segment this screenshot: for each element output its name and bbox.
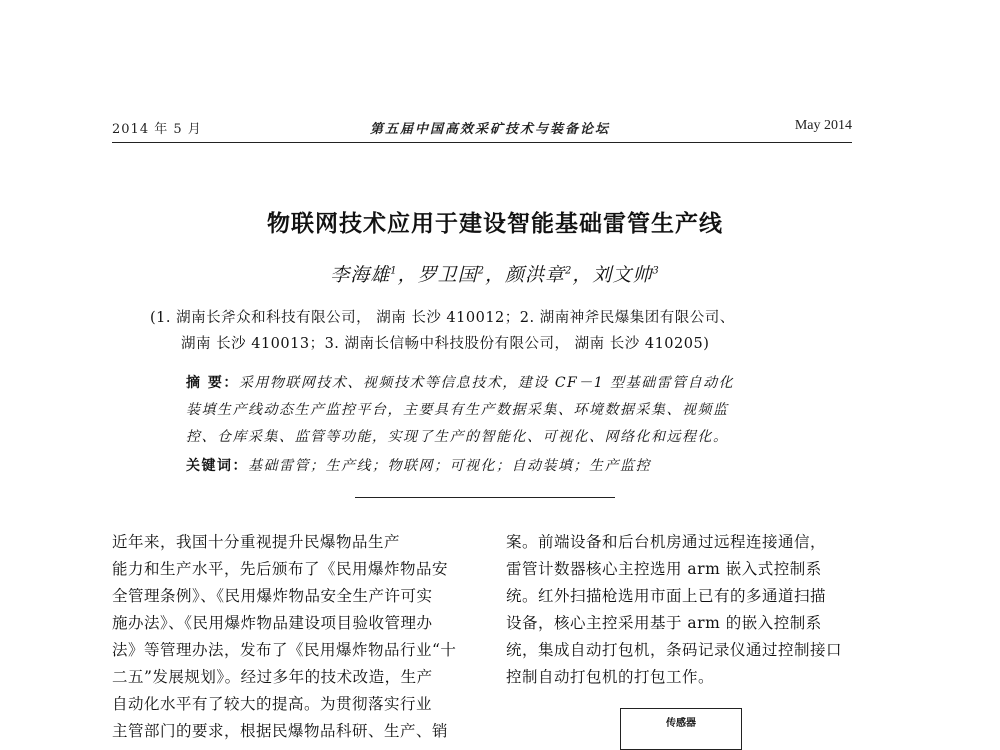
header-rule (112, 142, 852, 143)
body-left-line: 法》等管理办法，发布了《民用爆炸物品行业“十 (112, 641, 457, 659)
section-divider (355, 497, 615, 498)
body-left-line: 主管部门的要求，根据民爆物品科研、生产、销 (112, 722, 449, 740)
affiliation-line: 湖南 长沙 410013；3. 湖南长信畅中科技股份有限公司， 湖南 长沙 410205) (181, 336, 710, 352)
author-affiliation-mark: 2 (565, 265, 573, 277)
abstract-line (186, 372, 734, 392)
author-list: 李海雄$^1$，罗卫国$^2$，颜洪章$^2$，刘文帅$^3$ (330, 264, 660, 286)
affiliation-line: (1. 湖南长斧众和科技有限公司， 湖南 长沙 410012；2. 湖南神斧民爆集团有限公司、 (150, 310, 735, 326)
body-right-line: 控制自动打包机的打包工作。 (506, 668, 715, 686)
abstract-label: 摘 要： (186, 375, 239, 391)
body-left-line: 近年来，我国十分重视提升民爆物品生产 (112, 533, 401, 551)
author-name: 颜洪章 (505, 264, 566, 286)
body-left-line: 能力和生产水平，先后颁布了《民用爆炸物品安 (112, 560, 449, 578)
body-right-line: 统。红外扫描枪选用市面上已有的多通道扫描 (506, 587, 827, 605)
abstract-line: 装填生产线动态生产监控平台，主要具有生产数据采集、环境数据采集、视频监 (186, 402, 729, 418)
body-left-line: 全管理条例》、《民用爆炸物品安全生产许可实 (112, 587, 433, 605)
keywords-line (186, 455, 651, 475)
author-name: 刘文帅 (592, 264, 653, 286)
keywords-text: 基础雷管；生产线；物联网；可视化；自动装填；生产监控 (248, 458, 651, 474)
author-name: 李海雄 (330, 264, 391, 286)
running-header-date-en: May 2014 (794, 118, 852, 133)
paper-title: 物联网技术应用于建设智能基础雷管生产线 (267, 211, 723, 237)
running-header-date: 2014 年 5 月 (112, 122, 202, 137)
keywords-label: 关键词： (186, 458, 248, 474)
body-right-line: 设备，核心主控采用基于 arm 的嵌入控制系 (506, 614, 822, 632)
body-right-line: 统，集成自动打包机，条码记录仪通过控制接口 (506, 641, 843, 659)
author-affiliation-mark: 1 (390, 265, 398, 277)
body-left-line: 施办法》、《民用爆炸物品建设项目验收管理办 (112, 614, 433, 632)
figure-box-label: 传感器 (666, 718, 696, 729)
author-affiliation-mark: 2 (477, 265, 485, 277)
author-name: 罗卫国 (417, 264, 478, 286)
running-header-conference: 第五届中国高效采矿技术与装备论坛 (370, 122, 611, 137)
body-left-line: 自动化水平有了较大的提高。为贯彻落实行业 (112, 695, 433, 713)
abstract-text: 采用物联网技术、视频技术等信息技术，建设 CF－1 型基础雷管自动化 (238, 375, 735, 391)
body-right-line: 案。前端设备和后台机房通过远程连接通信， (506, 533, 827, 551)
abstract-line: 控、仓库采集、监管等功能，实现了生产的智能化、可视化、网络化和远程化。 (186, 429, 729, 445)
body-left-line: 二五”发展规划》。经过多年的技术改造，生产 (112, 668, 433, 686)
body-right-line: 雷管计数器核心主控选用 arm 嵌入式控制系 (506, 560, 822, 578)
author-affiliation-mark: 3 (652, 265, 660, 277)
